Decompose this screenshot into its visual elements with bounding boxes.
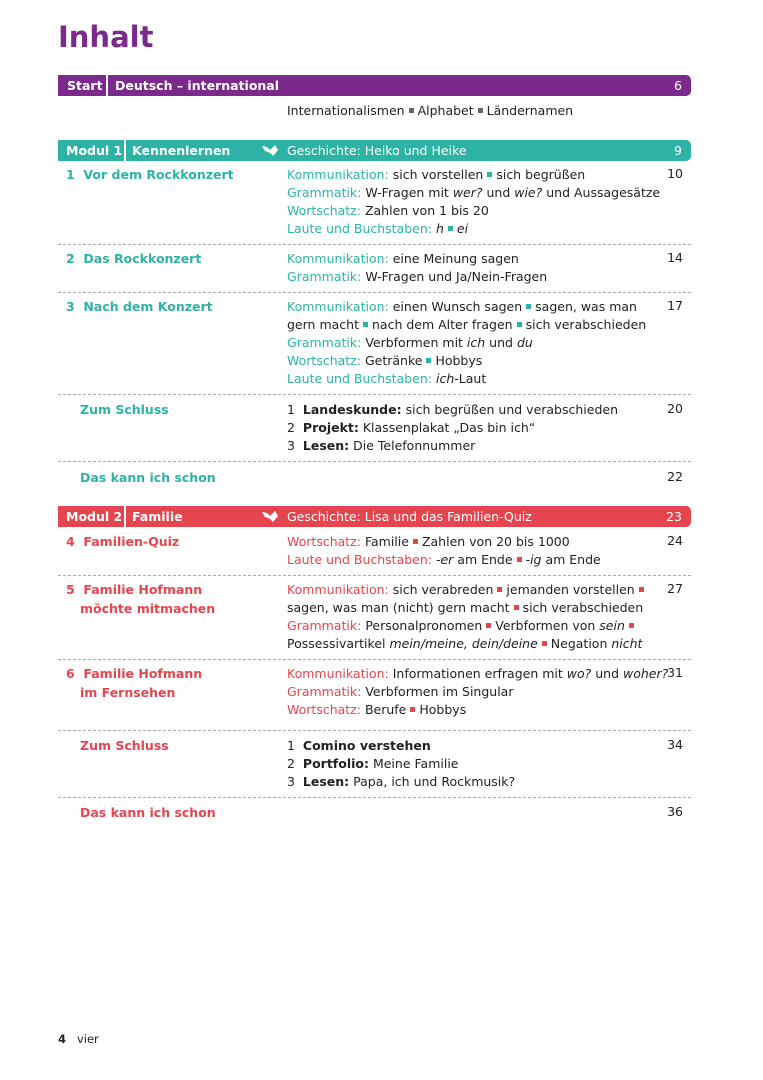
lesson-6-gram: Grammatik: Verbformen im Singular [287, 684, 514, 699]
lesson-3-komm-cont: gern macht nach dem Alter fragen sich verabschieden [287, 317, 647, 332]
lesson-5-gram-cont: Possessivartikel mein/meine, dein/deine Negation nicht [287, 636, 643, 651]
lesson-1-komm: Kommunikation: sich vorstellen sich begrüßen [287, 167, 586, 182]
lesson-2-page: 14 [667, 250, 683, 265]
divider [58, 797, 691, 798]
divider [58, 575, 691, 576]
footer-page-word: vier [76, 1032, 99, 1046]
modul1-page: 9 [674, 143, 682, 158]
lesson-1-gram: Grammatik: W-Fragen mit wer? und wie? und Aussagesätze [287, 185, 661, 200]
lesson-2-title: 2 Das Rockkonzert [66, 251, 202, 266]
divider [58, 730, 691, 731]
divider [58, 394, 691, 395]
modul1-story: Geschichte: Heiko und Heike [287, 143, 467, 158]
divider [58, 659, 691, 660]
schluss-2-item-3: 3 Lesen: Papa, ich und Rockmusik? [287, 774, 516, 789]
lesson-2-komm: Kommunikation: eine Meinung sagen [287, 251, 519, 266]
lesson-2-gram: Grammatik: W-Fragen und Ja/Nein-Fragen [287, 269, 548, 284]
schluss-2-title: Zum Schluss [80, 738, 169, 753]
schluss-1-item-3: 3 Lesen: Die Telefonnummer [287, 438, 476, 453]
modul1-name: Kennenlernen [132, 143, 231, 158]
schluss-1-title: Zum Schluss [80, 402, 169, 417]
modul2-label: Modul 2 [66, 509, 123, 524]
modul1-label: Modul 1 [66, 143, 123, 158]
lesson-5-page: 27 [667, 581, 683, 596]
kann-2-page: 36 [667, 804, 683, 819]
lesson-3-komm: Kommunikation: einen Wunsch sagen sagen, was man [287, 299, 637, 314]
lesson-5-komm: Kommunikation: sich verabreden jemanden vorstellen [287, 581, 648, 599]
schluss-2-item-1: 1 Comino verstehen [287, 738, 431, 753]
lesson-4-wort: Wortschatz: Familie Zahlen von 20 bis 1000 [287, 534, 570, 549]
kann-1-page: 22 [667, 469, 683, 484]
lesson-6-title: 6 Familie Hofmann im Fernsehen [66, 666, 203, 700]
lesson-5-komm-cont: sagen, was man (nicht) gern macht sich verabschieden [287, 600, 644, 615]
schluss-2-item-2: 2 Portfolio: Meine Familie [287, 756, 459, 771]
lesson-3-title: 3 Nach dem Konzert [66, 299, 213, 314]
start-page: 6 [674, 78, 682, 93]
bar-divider [124, 506, 126, 527]
divider [58, 292, 691, 293]
lesson-1-page: 10 [667, 166, 683, 181]
lesson-4-laute: Laute und Buchstaben: -er am Ende -ig am Ende [287, 552, 601, 567]
schluss-2-page: 34 [667, 737, 683, 752]
schluss-1-item-2: 2 Projekt: Klassenplakat „Das bin ich“ [287, 420, 536, 435]
lesson-6-wort: Wortschatz: Berufe Hobbys [287, 702, 467, 717]
lesson-4-page: 24 [667, 533, 683, 548]
lesson-1-wort: Wortschatz: Zahlen von 1 bis 20 [287, 203, 489, 218]
modul2-story: Geschichte: Lisa und das Familien-Quiz [287, 509, 532, 524]
lesson-4-title: 4 Familien-Quiz [66, 534, 180, 549]
lesson-5-title: 5 Familie Hofmann möchte mitmachen [66, 582, 216, 616]
modul2-page: 23 [666, 509, 682, 524]
lesson-3-laute: Laute und Buchstaben: ich-Laut [287, 371, 487, 386]
divider [58, 244, 691, 245]
lesson-3-wort: Wortschatz: Getränke Hobbys [287, 353, 483, 368]
kann-2-title: Das kann ich schon [80, 805, 216, 820]
bar-divider [124, 140, 126, 161]
modul2-name: Familie [132, 509, 183, 524]
start-header-bar [58, 75, 691, 96]
bird-arrow-icon [261, 143, 279, 158]
lesson-3-page: 17 [667, 298, 683, 313]
bullet-square [409, 108, 414, 113]
page-title: Inhalt [58, 20, 154, 54]
start-topics: Internationalismen Alphabet Ländernamen [287, 103, 574, 118]
bird-arrow-icon [261, 509, 279, 524]
lesson-3-gram: Grammatik: Verbformen mit ich und du [287, 335, 533, 350]
kann-1-title: Das kann ich schon [80, 470, 216, 485]
page-footer [58, 1032, 99, 1046]
lesson-6-komm: Kommunikation: Informationen erfragen mit wo? und woher? [287, 666, 669, 681]
modul2-header-bar [58, 506, 691, 527]
lesson-1-laute: Laute und Buchstaben: h ei [287, 221, 469, 236]
start-name: Deutsch – international [115, 78, 280, 93]
lesson-6-page: 31 [667, 665, 683, 680]
lesson-5-gram: Grammatik: Personalpronomen Verbformen von sein [287, 617, 638, 635]
divider [58, 461, 691, 462]
schluss-1-item-1: 1 Landeskunde: sich begrüßen und verabschieden [287, 402, 619, 417]
modul1-header-bar [58, 140, 691, 161]
start-label: Start [67, 78, 103, 93]
schluss-1-page: 20 [667, 401, 683, 416]
bar-divider [106, 75, 108, 96]
lesson-1-title: 1 Vor dem Rockkonzert [66, 167, 234, 182]
footer-page-number: 4 [58, 1032, 67, 1046]
bullet-square [478, 108, 483, 113]
